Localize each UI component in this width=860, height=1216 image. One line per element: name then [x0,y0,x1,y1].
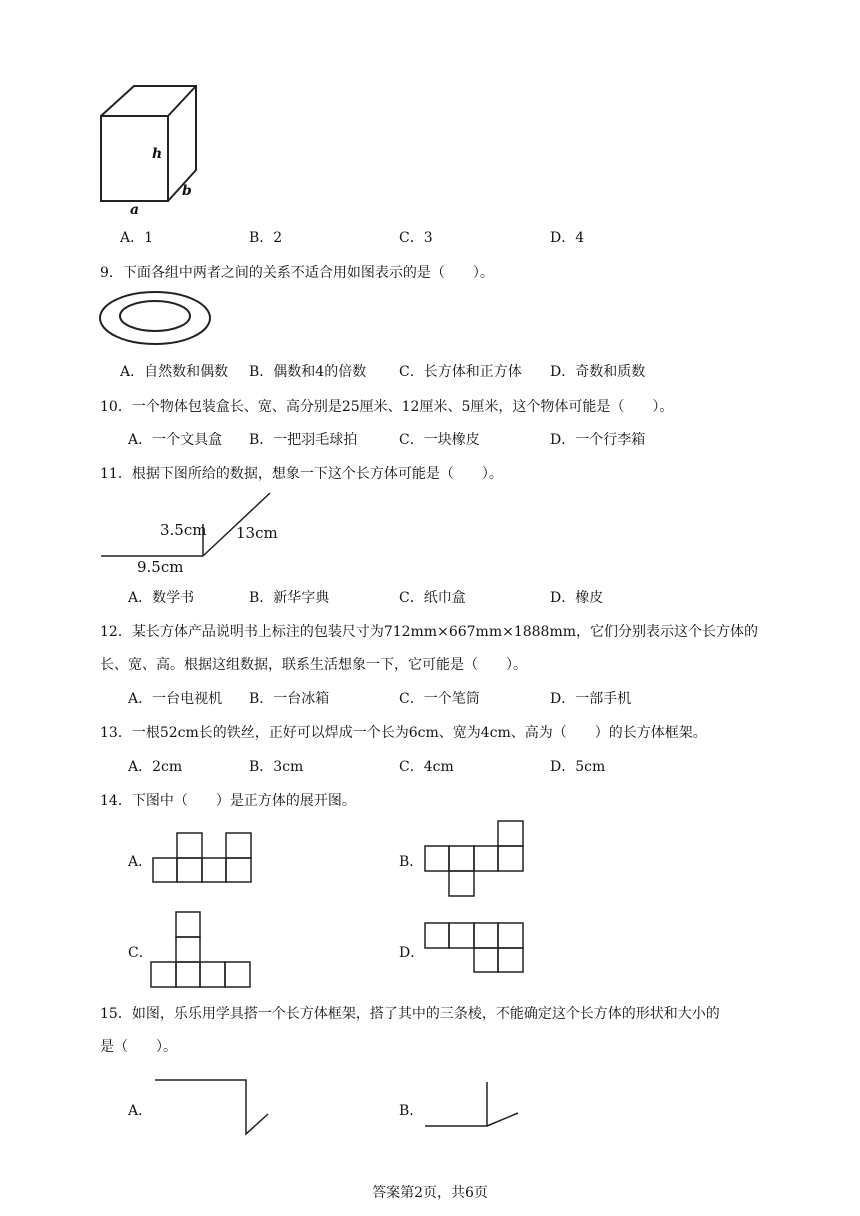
q13-option-d[interactable]: D．5cm [550,759,606,775]
q11-question: 11．根据下图所给的数据，想象一下这个长方体可能是（ ）。 [100,466,503,482]
q9-question: 9．下面各组中两者之间的关系不适合用如图表示的是（ ）。 [100,265,494,281]
q12-option-b[interactable]: B．一台冰箱 [249,691,330,707]
q12-option-a[interactable]: A．一台电视机 [128,691,223,707]
q8-option-c[interactable]: C．3 [399,230,433,246]
q11-option-b[interactable]: B．新华字典 [249,590,330,606]
q10-option-b[interactable]: B．一把羽毛球拍 [249,432,358,448]
label-length: 9.5cm [137,558,184,576]
frame-b-edge [487,1113,518,1126]
q14-question: 14．下图中（ ）是正方体的展开图。 [100,793,356,809]
q8-option-d[interactable]: D．4 [550,230,585,246]
q13-question: 13．一根52cm长的铁丝，正好可以焊成一个长为6cm、宽为4cm、高为（ ）的长方体框架。 [100,725,707,741]
q11-option-a[interactable]: A．数学书 [128,590,195,606]
q14-option-c[interactable]: C． [128,945,153,961]
q12-option-c[interactable]: C．一个笔筒 [399,691,480,707]
q15-option-a[interactable]: A． [128,1103,153,1119]
frame-a-edges [155,1080,268,1134]
frame-b-edges [425,1082,487,1126]
q11-option-c[interactable]: C．纸巾盒 [399,590,466,606]
q11-option-d[interactable]: D．橡皮 [550,590,604,606]
q13-option-a[interactable]: A．2cm [128,759,183,775]
q8-option-b[interactable]: B．2 [249,230,283,246]
cuboid-label-a: a [130,202,140,218]
q10-option-a[interactable]: A．一个文具盒 [128,432,223,448]
q13-option-b[interactable]: B．3cm [249,759,304,775]
q9-option-a[interactable]: A．自然数和偶数 [120,364,229,380]
cuboid-label-h: h [152,146,163,162]
q9-option-b[interactable]: B．偶数和4的倍数 [249,364,367,380]
page-footer: 答案第2页，共6页 [372,1185,488,1201]
q12-question-line1: 12．某长方体产品说明书上标注的包装尺寸为712mm×667mm×1888mm，它们分别表示这个长方体的 [100,624,758,640]
q9-option-c[interactable]: C．长方体和正方体 [399,364,522,380]
q13-option-c[interactable]: C．4cm [399,759,454,775]
q10-option-c[interactable]: C．一块橡皮 [399,432,480,448]
q15-option-b[interactable]: B． [399,1103,424,1119]
q14-option-b[interactable]: B． [399,854,424,870]
q15-question-line2: 是（ ）。 [100,1039,177,1055]
label-depth: 13cm [236,524,278,542]
q12-question-line2: 长、宽、高。根据这组数据，联系生活想象一下，它可能是（ ）。 [100,657,527,673]
label-height: 3.5cm [160,521,207,539]
cuboid-label-b: b [182,183,192,199]
q9-option-d[interactable]: D．奇数和质数 [550,364,646,380]
q14-option-d[interactable]: D． [399,945,425,961]
q10-question: 10．一个物体包装盒长、宽、高分别是25厘米、12厘米、5厘米，这个物体可能是（ ）。 [100,399,674,415]
q12-option-d[interactable]: D．一部手机 [550,691,632,707]
q14-option-a[interactable]: A． [128,854,153,870]
q8-option-a[interactable]: A．1 [120,230,154,246]
q10-option-d[interactable]: D．一个行李箱 [550,432,646,448]
q15-question-line1: 15．如图，乐乐用学具搭一个长方体框架，搭了其中的三条棱，不能确定这个长方体的形状和大小的 [100,1006,720,1022]
